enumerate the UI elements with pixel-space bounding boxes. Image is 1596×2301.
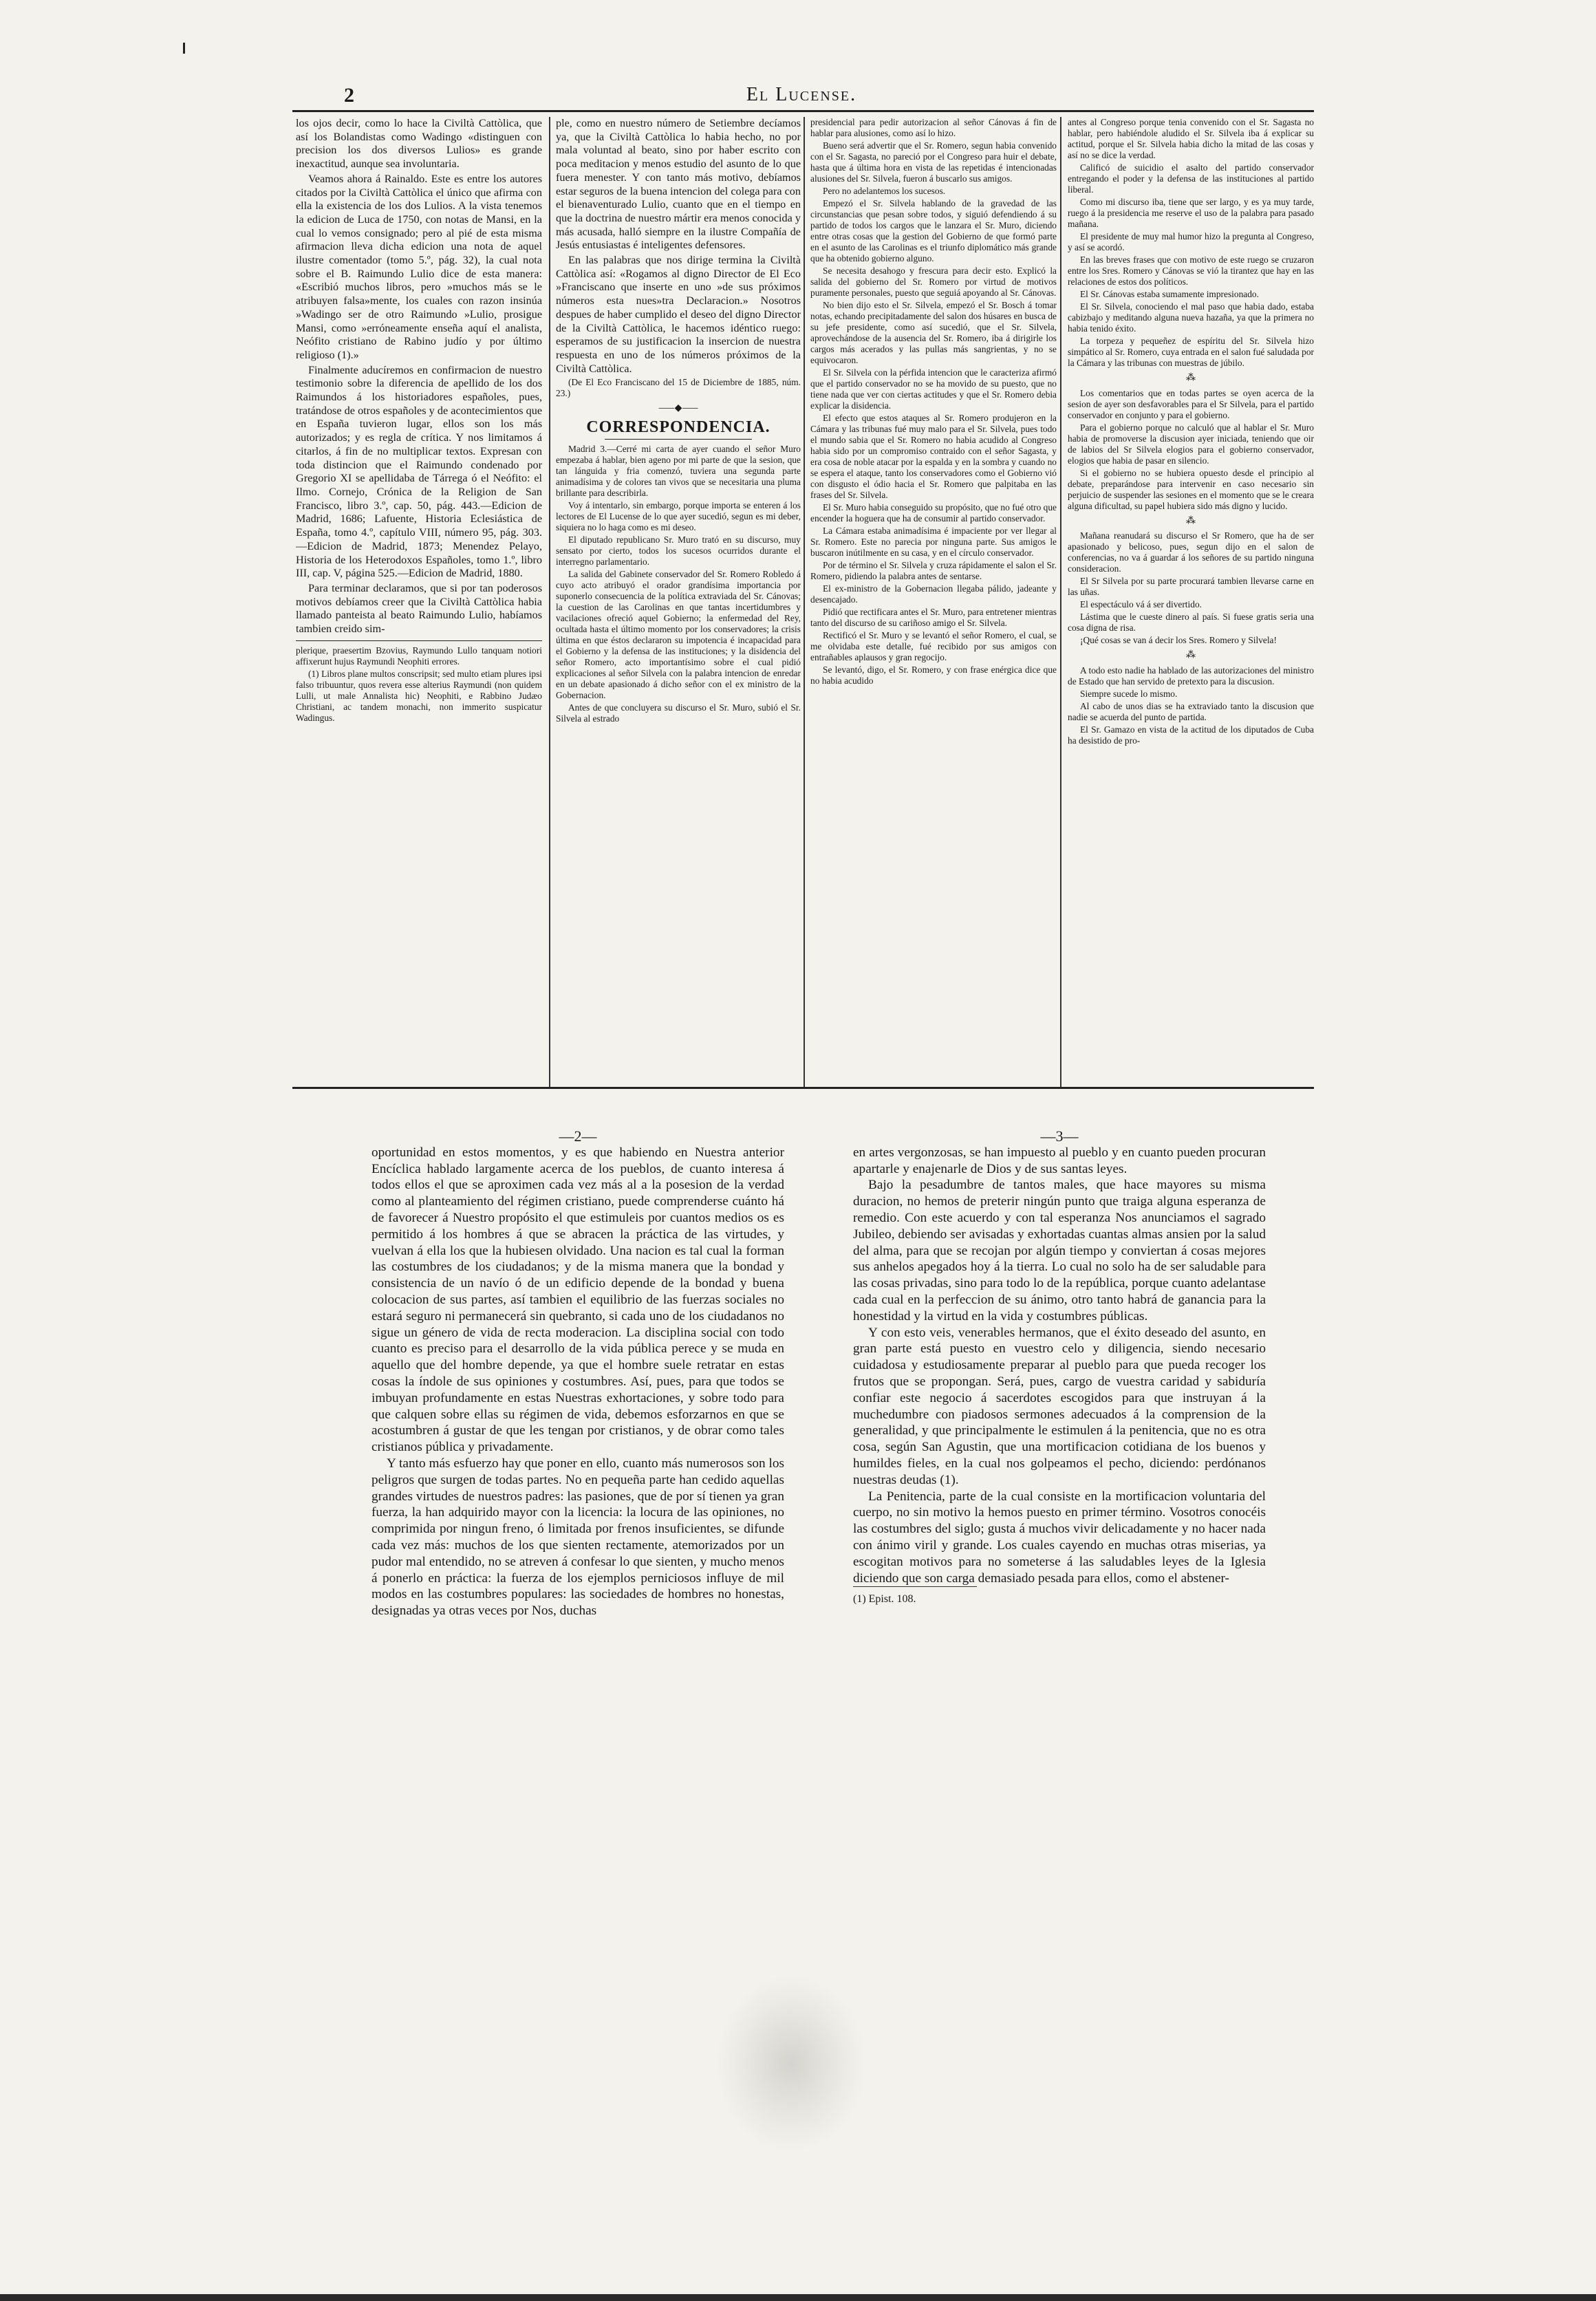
paragraph: Por de término el Sr. Silvela y cruza rápidamente el salon el Sr. Romero, pidiendo la palabra antes de sentarse. — [810, 560, 1057, 581]
paragraph: Y tanto más esfuerzo hay que poner en ello, cuanto más numerosos son los peligros que surgen de todas partes. No en pequeña parte han cedido aquellas grandes virtudes de nuestros padres: las pasiones, que de por sí tienen ya gran fuerza, la han adquirido mayor con la licencia: la locura de las opiniones, no comprimida por ningun freno, ó limitada por frenos insuficientes, se difunde cada vez más: muchos de los que sienten rectamente, atemorizados por un pudor mal entendido, no se atreven á confesar lo que sienten, y mucho menos á ponerlo en práctica: la fuerza de los ejemplos perniciosos influye de mil modos en las costumbres populares: las sociedades de hombres no honestas, designadas ya otras veces por Nos, duchas — [371, 1456, 784, 1619]
footnote-rule — [296, 640, 542, 641]
paragraph: El Sr. Silvela con la pérfida intencion que le caracteriza afirmó que el partido conservador no se ha movido de su puesto, que no tiene nada que ver con ciertas actitudes y que el Sr. Romero debia explicar la disidencia. — [810, 367, 1057, 411]
header-rule — [292, 110, 1314, 112]
paragraph: Para terminar declaramos, que si por tan poderosos motivos debíamos creer que la Civiltà Cattòlica habia llamado panteista al beato Raimundo Lulio, habíamos tambien creido sim- — [296, 581, 542, 636]
paragraph: antes al Congreso porque tenia convenido con el Sr. Sagasta no hablar, pero habiéndole aludido el Sr. Silvela iba á explicar su actitud, porque el Sr. Silvela habia dicho la mitad de las cosas y así no se dice la verdad. — [1068, 117, 1314, 160]
paragraph: Se levantó, digo, el Sr. Romero, y con frase enérgica dice que no habia acudido — [810, 665, 1057, 686]
paper-stain — [715, 1974, 867, 2153]
section-title: CORRESPONDENCIA. — [586, 418, 770, 437]
paragraph: El Sr. Muro habia conseguido su propósito, que no fué otro que encender la hoguera que ha de consumir al partido conservador. — [810, 502, 1057, 523]
paragraph: No bien dijo esto el Sr. Silvela, empezó el Sr. Bosch á tomar notas, echando precipitadamente del salon dos húsares en busca de su jefe presidente, como así sucedió, que el Sr. Silvela, aprovechándose de la ausencia del Sr. Romero, iba á dirigirle los cargos más acerados y las pullas más sangrientas, y no se equivocaron. — [810, 300, 1057, 365]
paragraph: La salida del Gabinete conservador del Sr. Romero Robledo á cuyo acto atribuyó el orador grandísima importancia por suponerlo consecuencia de la política extraviada del Sr. Cánovas; la cuestion de las Carolinas en que tantas incertidumbres y vacilaciones ofreció aquel Gobierno; la enfermedad del Rey, ocultada hasta el último momento por los conservadores; la crisis última en que éstos declararon su impotencia é incapacidad para el Gobierno y la defensa de las instituciones; y la disidencia del señor Romero, acto importantísimo sobre el cual pidió explicaciones al señor Silvela con la palabra intencion de enredar en un debate apasionado á dicho señor con el ex ministro de la Gobernacion. — [556, 568, 801, 700]
margin-mark — [183, 43, 185, 54]
paragraph: los ojos decir, como lo hace la Civiltà Cattòlica, que así los Bolandistas como Wadingo «distinguen con precision los dos diversos Lulios» es grande inexactitud, aunque sea involuntaria. — [296, 117, 542, 171]
encyclical-insert — [371, 1127, 1307, 1619]
paragraph: Bueno será advertir que el Sr. Romero, segun habia convenido con el Sr. Sagasta, no pareció por el Congreso para huir el debate, hasta que á última hora en vista de las repetidas é intencionadas alusiones del Sr. Silvela, fueron á buscarlo sus amigos. — [810, 140, 1057, 184]
paragraph: Bajo la pesadumbre de tantos males, que hace mayores su misma duracion, no hemos de preterir ningún punto que traiga alguna esperanza de remedio. Con este acuerdo y con tal esperanza Nos anunciamos el sagrado Jubileo, debiendo ser avisadas y exhortadas cuantas almas ansien por la salud del alma, para que se recojan por algún tiempo y conviertan á cosas mejores sus anhelos apegados hoy á la tierra. Lo cual no solo ha de ser saludable para las cosas privadas, sino para todo lo de la república, porque cuanto adelantase cada cual en la perfeccion de su ánimo, otro tanto habrá de ganancia para la honestidad y la virtud en la vida y costumbres públicas. — [853, 1178, 1266, 1324]
column-2 — [556, 117, 801, 1087]
paragraph: presidencial para pedir autorizacion al señor Cánovas á fin de hablar para alusiones, como así lo hizo. — [810, 117, 1057, 138]
footer-rule — [292, 1087, 1314, 1089]
page-label: —2— — [559, 1127, 597, 1145]
paragraph: Veamos ahora á Rainaldo. Este es entre los autores citados por la Civiltà Cattòlica el único que afirma con ella la existencia de los dos Lulios. A la vista tenemos la edicion de Luca de 1750, con notas de Mansi, en la cual lo vemos consignado; pero al pié de esta misma afirmacion lleva dicha edicion una nota de aquel ilustre comentador (tomo 5.º, pág. 32), la cual nota sobre el B. Raimundo Lulio dice de esta manera: «Escribió muchos libros, pero »muchos más se le atribuyen falsa»mente, los cuales con razon insinúa »Wadingo ser de otro Raimundo »Lulio, prosigue Mansi, como »erróneamente enseña aquí el analista, Neófito cristiano de Rabino judío y por último religioso (1).» — [296, 172, 542, 361]
paragraph: Empezó el Sr. Silvela hablando de la gravedad de las circunstancias que pesan sobre todos, y siguió defendiendo á su partido de todos los cargos que le lanzara el Sr. Muro, diciendo entre otras cosas que la gestion del Gobierno de que formó parte en el asunto de las Carolinas es el triunfo diplomático más grande que ha obtenido gobierno alguno. — [810, 198, 1057, 263]
paragraph: Lástima que le cueste dinero al país. Si fuese gratis seria una cosa digna de risa. — [1068, 612, 1314, 634]
asterism-divider: ⁂ — [1186, 650, 1196, 661]
paragraph: Los comentarios que en todas partes se oyen acerca de la sesion de ayer son desfavorables para el Sr Silvela, para el partido conservador en conjunto y para el gobierno. — [1068, 387, 1314, 420]
asterism-divider: ⁂ — [1186, 515, 1196, 526]
paragraph: El presidente de muy mal humor hizo la pregunta al Congreso, y así se acordó. — [1068, 231, 1314, 252]
paragraph: La Penitencia, parte de la cual consiste en la mortificacion voluntaria del cuerpo, no sin motivo la hemos puesto en primer término. Vosotros conocéis las costumbres del siglo; gusta á muchos vivir delicadamente y no hacer nada con ánimo viril y grande. Los cuales cayendo en muchas otras miserias, ya escogitan motivos para no someterse á las saludables leyes de la Iglesia diciendo que son carga demasiado pesada para ellos, como el abstener- — [853, 1489, 1266, 1586]
paragraph: El Sr Silvela por su parte procurará tambien llevarse carne en las uñas. — [1068, 576, 1314, 598]
paragraph: La torpeza y pequeñez de espíritu del Sr. Silvela hizo simpático al Sr. Romero, cuya entrada en el salon fué saludada por la Cámara y las tribunas con muestras de júbilo. — [1068, 336, 1314, 368]
page-header — [292, 81, 1311, 109]
page-number: 2 — [344, 84, 354, 107]
paragraph: Y con esto veis, venerables hermanos, que el éxito deseado del asunto, en gran parte está puesto en vuestro celo y diligencia, siendo necesario cuidadosa y estudiosamente preparar al pueblo para que pueda recoger los frutos que se propongan. Será, pues, cargo de vuestra caridad y sabiduría confiar este negocio á sacerdotes escogidos para que instruyan á la muchedumbre con piadosos sermones adecuados á la comprension de la generalidad, y que principalmente le estimulen á la penitencia, que no es otra cosa, según San Agustin, que una mortificacion cotidiana de los buenos y humildes fieles, en la cual nos golpeamos el pecho, diciendo: perdónanos nuestras deudas (1). — [853, 1325, 1266, 1487]
paragraph: Finalmente aducíremos en confirmacion de nuestro testimonio sobre la diferencia de apellido de los dos Raimundos á los historiadores españoles, pues, tratándose de otros españoles y de acontecimientos que en España tuvieron lugar, ellos son los más autorizados; y es regla de crítica. Y nos limitamos á citarlos, á fin de no multiplicar textos. Expresan con toda distincion que el Raimundo condenado por Gregorio XI se apellidaba de Tárrega ó el Neófito: el Ilmo. Cornejo, Crónica de la Religion de San Francisco, libro 3.º, cap. 50, pág. 443.—Edicion de Madrid, 1686; Lafuente, Historia Eclesiástica de España, tomo 4.º, capítulo VIII, número 95, pág. 303.—Edicion de Madrid, 1873; Menendez Pelayo, Historia de los Heterodoxos Españoles, tomo 1.º, libro III, cap. V, página 525.—Edicion de Madrid, 1880. — [296, 363, 542, 580]
paragraph: oportunidad en estos momentos, y es que habiendo en Nuestra anterior Encíclica hablado largamente acerca de los pueblos, de cuanto interesa á todos ellos el que se aproximen cada vez más al a la posesion de la verdad como al planteamiento del régimen cristiano, puede comprenderse cuánto há de favorecer á Nuestro propósito el que estimuleis por cuantos medios os es permitido á los hombres á que se abracen la práctica de las virtudes, y vuelvan á ella los que la hubiesen olvidado. Una nacion es tal cual la forman las costumbres de los ciudadanos; y de la misma manera que la bondad y consistencia de un navío ó de un edificio depende de la bondad y buena colocacion de sus partes, así tambien el equilibrio de las fuerzas sociales no estará seguro ni permanecerá sin quebranto, si cada uno de los ciudadanos no sigue un género de vida de recta moderacion. La disciplina social con todo cuanto es preciso para el desarrollo de la vida pública perece y se muda en aquello que del hombre depende, ya que el hombre suele retratar en estas cosas la índole de sus opiniones y costumbres. Así, pues, para que todos se imbuyan profundamente en estas Nuestras exhortaciones, y sobre todo para que calquen sobre ellas su régimen de vida, debemos esforzarnos en que se acostumbren á gustar de que les tengan por cristianos, y de obrar como tales cristianos pública y privadamente. — [371, 1145, 784, 1455]
paragraph: Para el gobierno porque no calculó que al hablar el Sr. Muro habia de promoverse la discusion ayer iniciada, teniendo que oir de labios del Sr Silvela elogios para el gobierno conservador, elogios que habia de pasar en silencio. — [1068, 422, 1314, 466]
footnote: (1) Epist. 108. — [853, 1586, 977, 1608]
paragraph: Al cabo de unos dias se ha extraviado tanto la discusion que nadie se acuerda del punto de partida. — [1068, 701, 1314, 723]
paragraph: El Sr. Silvela, conociendo el mal paso que habia dado, estaba cabizbajo y meditando alguna nueva hazaña, ya que la primera no habia tenido éxito. — [1068, 301, 1314, 334]
paragraph: El ex-ministro de la Gobernacion llegaba pálido, jadeante y desencajado. — [810, 583, 1057, 605]
newspaper-title: El Lucense. — [746, 84, 857, 105]
asterism-divider: ⁂ — [1186, 373, 1196, 383]
footnote: (1) Libros plane multos conscripsit; sed multo etiam plures ipsi falso tribuuntur, quos revera esse alterius Raymundi (non quidem Lulli, ut male Annalista hic) Neophiti, e Rabbino Judæo Christiani, ac tandem monachi, non immerito suspicatur Wadingus. — [296, 668, 542, 723]
paragraph: Calificó de suicidio el asalto del partido conservador entregando el poder y la defensa de las instituciones al partido liberal. — [1068, 162, 1314, 195]
paragraph: Se necesita desahogo y frescura para decir esto. Explicó la salida del gobierno del Sr. Romero por virtud de motivos puramente personales, puesto que seguiá apoyando al Sr. Cánovas. — [810, 266, 1057, 298]
lower-left-column — [371, 1128, 784, 1619]
paragraph: Antes de que concluyera su discurso el Sr. Muro, subió el Sr. Silvela al estrado — [556, 702, 801, 724]
paragraph: El Sr. Cánovas estaba sumamente impresionado. — [1080, 289, 1259, 299]
column-1 — [296, 117, 542, 1087]
page-label: —3— — [1040, 1127, 1079, 1145]
paragraph: Rectificó el Sr. Muro y se levantó el señor Romero, el cual, se me olvidaba este detalle, fué recibido por sus amigos con entrañables aplausos y gran regocijo. — [810, 630, 1057, 662]
paragraph: El diputado republicano Sr. Muro trató en su discurso, muy sensato por cierto, todos los sucesos ocurridos durante el interregno parlamentario. — [556, 534, 801, 567]
paragraph: Voy á intentarlo, sin embargo, porque importa se enteren á los lectores de El Lucense de lo que ayer sucedió, segun es mi deber, siquiera no lo haga como es mi deseo. — [556, 499, 801, 532]
paragraph: El espectáculo vá á ser divertido. — [1080, 599, 1202, 610]
paragraph: Como mi discurso iba, tiene que ser largo, y es ya muy tarde, ruego á la presidencia me reserve el uso de la palabra para pasado mañana. — [1068, 197, 1314, 229]
paragraph: El efecto que estos ataques al Sr. Romero produjeron en la Cámara y las tribunas fué muy malo para el Sr. Silvela, pues todo el mundo sabia que el Sr. Romero no habia acudido al Congreso habia sido por un compromiso contraido con el señor Sagasta, y era cosa de noble atacar por la espalda y en la sombra y cuando no se espera el ataque, tanto los conservadores como el Gobierno vió con disgusto el ódio hacia el Sr. Romero que palpitaba en las frases del Sr. Silvela. — [810, 413, 1057, 500]
paragraph: Siempre sucede lo mismo. — [1080, 689, 1178, 700]
upper-columns — [296, 117, 1314, 1087]
paragraph: Pidió que rectificara antes el Sr. Muro, para entretener mientras tanto del discurso de su cariñoso amigo el Sr. Silvela. — [810, 607, 1057, 628]
lower-right-column — [853, 1128, 1266, 1608]
paragraph: en artes vergonzosas, se han impuesto al pueblo y en cuanto pueden procuran apartarle y enajenarle de Dios y de sus santas leyes. — [853, 1145, 1266, 1176]
source-note: (De El Eco Franciscano del 15 de Diciembre de 1885, núm. 23.) — [556, 377, 801, 399]
paragraph: A todo esto nadie ha hablado de las autorizaciones del ministro de Estado que han servido de pretexto para la discusion. — [1068, 665, 1314, 687]
paragraph: El Sr. Gamazo en vista de la actitud de los diputados de Cuba ha desistido de pro- — [1068, 724, 1314, 746]
paragraph: En las palabras que nos dirige termina la Civiltà Cattòlica así: «Rogamos al digno Director de El Eco »Franciscano que inserte en uno »de sus próximos números esta nues»tra Declaracion.» Nosotros despues de haber cumplido el deseo del digno Director de la Civiltà Cattòlica, le hacemos idéntico ruego: esperamos de su justificacion la insercion de nuestra respuesta en uno de los números próximos de la Civiltà Cattòlica. — [556, 254, 801, 375]
column-4 — [1068, 117, 1314, 1087]
column-3 — [810, 117, 1057, 1087]
ornament-divider: ⸺◆⸺ — [658, 403, 699, 414]
paragraph: ¡Qué cosas se van á decir los Sres. Romero y Silvela! — [1080, 635, 1277, 646]
paragraph: ple, como en nuestro número de Setiembre decíamos ya, que la Civiltà Cattòlica lo habia hecho, no por mala voluntad al beato, sino por haber escrito con poca meditacion y menos estudio del asunto de lo que fuera menester. Y con tanto más motivo, debíamos estar seguros de la buena intencion del colega para con el bienaventurado Lulio, cuanto que en el tiempo en que la doctrina de nuestro mártir era menos conocida y más acusada, halló siempre en la ilustre Compañía de Jesús entusiastas é inteligentes defensores. — [556, 117, 801, 252]
paragraph: La Cámara estaba animadísima é impaciente por ver llegar al Sr. Romero. Este no parecia por ninguna parte. Sus amigos le buscaron inútilmente en su casa, y en el círculo conservador. — [810, 526, 1057, 558]
footnote: plerique, praesertim Bzovius, Raymundo Lullo tanquam notiori affixerunt hujus Raymundi Neophiti errores. — [296, 645, 542, 667]
paragraph: Madrid 3.—Cerré mi carta de ayer cuando el señor Muro empezaba á hablar, bien ageno por mi parte de que la sesion, que tan lánguida y fria comenzó, tuviera una segunda parte animadísima y de colores tan vivos que se necesitaria una pluma brillante para describirla. — [556, 443, 801, 498]
paragraph: En las breves frases que con motivo de este ruego se cruzaron entre los Sres. Romero y Cánovas se vió la tirantez que hay en las relaciones de estos dos políticos. — [1068, 255, 1314, 287]
paragraph: Si el gobierno no se hubiera opuesto desde el principio al debate, preparándose para intervenir en caso necesario sin perjuicio de suspender las sesiones en el momento que se le creara alguna dificultad, su papel hubiera sido más digno y lucido. — [1068, 467, 1314, 511]
paragraph: Pero no adelantemos los sucesos. — [823, 186, 946, 196]
paragraph: Mañana reanudará su discurso el Sr Romero, que ha de ser apasionado y belicoso, pues, segun dijo en el salon de conferencias, no va á guardar á los señores de su partido ninguna consideracion. — [1068, 530, 1314, 574]
scan-edge — [0, 2294, 1596, 2301]
section-rule — [605, 439, 752, 440]
